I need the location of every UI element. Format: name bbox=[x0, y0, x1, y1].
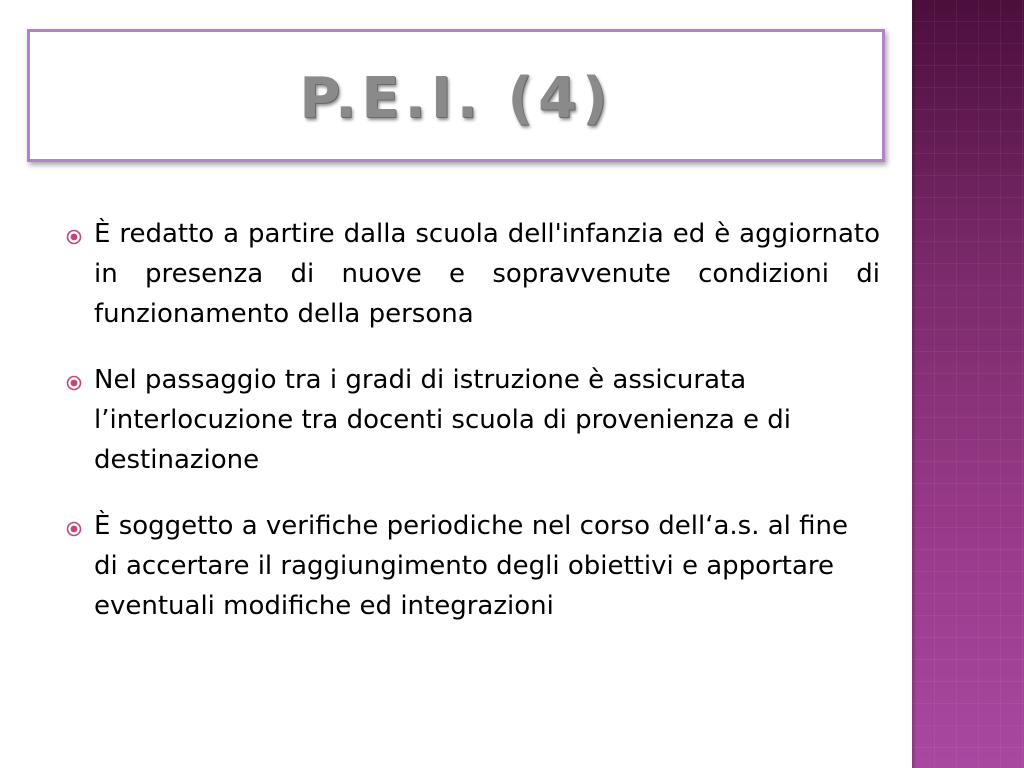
bullet-item bbox=[62, 506, 880, 626]
slide-title: P.E.I. (4) bbox=[299, 66, 613, 131]
bullet-text: È redatto a partire dalla scuola dell'infanzia ed è aggiornato in presenza di nuove e sopravvenute condizioni di funzionamento della persona bbox=[94, 219, 880, 329]
radio-bullet-icon bbox=[66, 229, 82, 245]
bullet-item bbox=[62, 360, 880, 480]
title-box bbox=[27, 29, 885, 162]
decorative-side-bar bbox=[912, 0, 1024, 768]
bullet-list bbox=[62, 214, 880, 652]
bullet-text: È soggetto a verifiche periodiche nel corso dell‘a.s. al fine di accertare il raggiungimento degli obiettivi e apportare eventuali modifiche ed integrazioni bbox=[94, 511, 849, 621]
radio-bullet-icon bbox=[66, 375, 82, 391]
radio-bullet-icon bbox=[66, 521, 82, 537]
bullet-text: Nel passaggio tra i gradi di istruzione è assicurata l’interlocuzione tra docenti scuola di provenienza e di destinazione bbox=[94, 365, 791, 475]
bullet-item bbox=[62, 214, 880, 334]
